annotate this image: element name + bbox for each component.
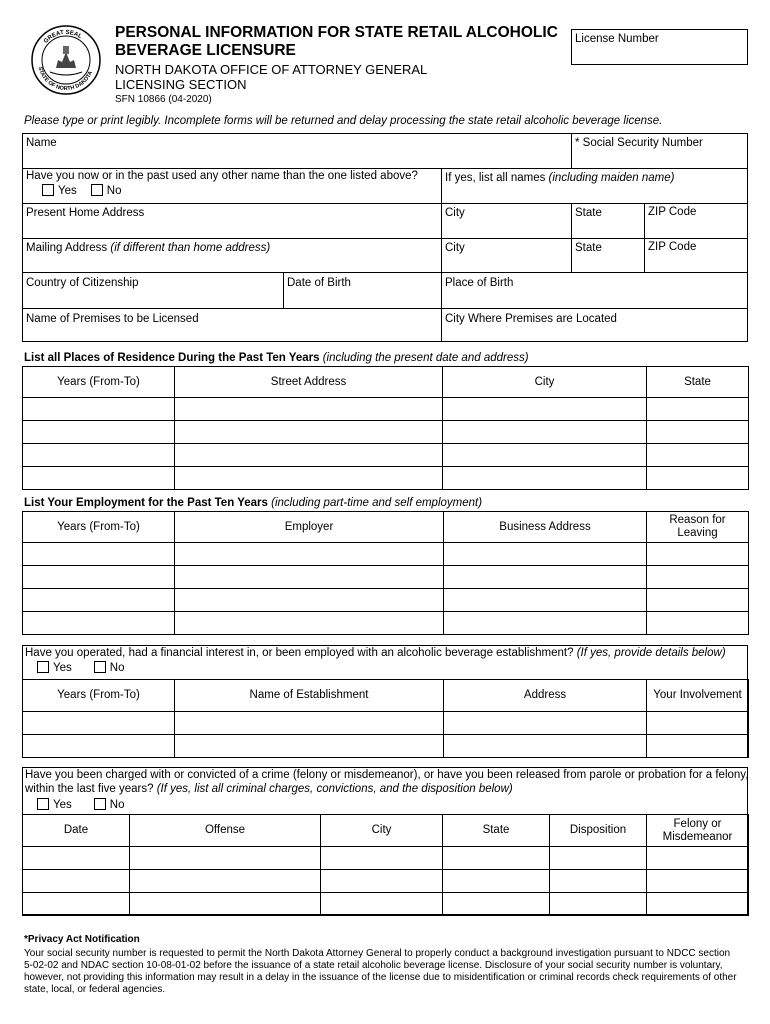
column-header: Reason for Leaving [647, 512, 749, 543]
table-row[interactable] [23, 612, 749, 635]
other-name-question: Have you now or in the past used any other name than the one listed above? [26, 170, 418, 182]
no-label: No [109, 799, 125, 811]
divider [571, 203, 572, 272]
svg-text:GREAT SEAL: GREAT SEAL [43, 29, 83, 45]
divider [22, 203, 748, 204]
table-row[interactable] [23, 444, 749, 467]
home-zip-label: ZIP Code [648, 206, 697, 218]
table-row[interactable] [23, 467, 749, 490]
dob-label: Date of Birth [287, 277, 351, 289]
state-seal [30, 24, 102, 96]
table-row[interactable] [23, 893, 749, 916]
column-header: Employer [175, 512, 444, 543]
privacy-text-line3: however, not providing this information may result in a delay in the issuance of the license due to misidentification or criminal records check requirements of other [24, 972, 737, 983]
column-header: Offense [130, 815, 321, 847]
divider [441, 168, 442, 342]
column-header: Name of Establishment [175, 680, 444, 712]
residence-table [22, 366, 749, 490]
no-label: No [106, 185, 122, 197]
list-names-label [445, 172, 674, 185]
column-header: Years (From-To) [23, 680, 175, 712]
agency-section: LICENSING SECTION [115, 77, 247, 92]
column-header: Address [444, 680, 647, 712]
home-city-label: City [445, 207, 465, 219]
mailing-address-field[interactable] [24, 255, 439, 271]
license-number-label: License Number [575, 33, 659, 45]
table-row[interactable] [23, 421, 749, 444]
form-title-line2: BEVERAGE LICENSURE [115, 42, 296, 59]
table-row[interactable] [23, 847, 749, 870]
ssn-label: * Social Security Number [575, 137, 703, 149]
form-number: SFN 10866 (04-2020) [115, 94, 212, 105]
yes-label: Yes [53, 799, 72, 811]
column-header: City [443, 367, 647, 398]
form-title-line1: PERSONAL INFORMATION FOR STATE RETAIL ALCOHOLIC [115, 24, 558, 41]
establishment-yes-checkbox[interactable] [37, 661, 49, 673]
residence-heading-note: (including the present date and address) [322, 352, 529, 364]
column-header: Your Involvement [647, 680, 749, 712]
privacy-heading: *Privacy Act Notification [24, 934, 140, 945]
establishment-question: Have you operated, had a financial interest in, or been employed with an alcoholic beverage establishment? (If yes, provide details below) [25, 647, 726, 659]
citizenship-label: Country of Citizenship [26, 277, 139, 289]
ssn-field[interactable] [573, 150, 746, 167]
table-row[interactable] [23, 398, 749, 421]
privacy-text-line2: 5-02-02 and NDAC section 10-08-01-02 before the issuance of a state retail alcoholic beverage license. Disclosure of your social security number is voluntary, [24, 960, 723, 971]
svg-text:STATE OF NORTH DAKOTA: STATE OF NORTH DAKOTA [36, 66, 95, 93]
home-address-field[interactable] [24, 220, 439, 237]
other-name-yes-checkbox[interactable] [42, 184, 54, 196]
other-name-no-checkbox[interactable] [91, 184, 103, 196]
yes-label: Yes [53, 662, 72, 674]
privacy-text-line1: Your social security number is requested to permit the North Dakota Attorney General to properly conduct a background investigation pursuant to NDCC section [24, 948, 731, 959]
mailing-address-note: (if different than home address) [110, 242, 271, 254]
divider [571, 133, 572, 168]
table-row[interactable] [23, 566, 749, 589]
privacy-text-line4: state, local, or federal agencies. [24, 984, 166, 995]
table-row[interactable] [23, 589, 749, 612]
criminal-question-line2: within the last five years? (If yes, list all criminal charges, convictions, and the disposition below) [25, 783, 513, 795]
mailing-address-text: Mailing Address [26, 242, 108, 254]
column-header: Date [23, 815, 130, 847]
mailing-state-label: State [575, 242, 602, 254]
table-header-row [23, 815, 749, 847]
table-header-row [23, 512, 749, 543]
no-label: No [109, 662, 125, 674]
criminal-question-line1: Have you been charged with or convicted of a crime (felony or misdemeanor), or have you been released from parole or probation for a felony, [25, 769, 749, 781]
criminal-options [37, 798, 124, 811]
establishment-note: (If yes, provide details below) [576, 647, 726, 659]
criminal-note: (If yes, list all criminal charges, convictions, and the disposition below) [156, 783, 513, 795]
premises-label: Name of Premises to be Licensed [26, 313, 199, 325]
table-header-row [23, 367, 749, 398]
employment-heading: List Your Employment for the Past Ten Years (including part-time and self employment) [24, 497, 483, 509]
criminal-yes-checkbox[interactable] [37, 798, 49, 810]
table-row[interactable] [23, 735, 749, 758]
birthplace-label: Place of Birth [445, 277, 514, 289]
column-header: Years (From-To) [23, 367, 175, 398]
list-names-text: If yes, list all names [445, 172, 546, 184]
divider [22, 308, 748, 309]
divider [22, 168, 748, 169]
instructions: Please type or print legibly. Incomplete forms will be returned and delay processing the state retail alcoholic beverage license. [24, 115, 663, 127]
employment-heading-note: (including part-time and self employment) [271, 497, 483, 509]
other-name-options [42, 184, 121, 197]
column-header: Street Address [175, 367, 443, 398]
divider [644, 203, 645, 272]
license-number-box[interactable] [571, 29, 748, 65]
column-header: State [647, 367, 749, 398]
table-row[interactable] [23, 870, 749, 893]
divider [283, 272, 284, 308]
column-header: Business Address [444, 512, 647, 543]
employment-table [22, 511, 749, 635]
other-names-field[interactable] [443, 186, 746, 202]
table-row[interactable] [23, 543, 749, 566]
column-header: Years (From-To) [23, 512, 175, 543]
home-address-label: Present Home Address [26, 207, 145, 219]
column-header: State [443, 815, 550, 847]
mailing-zip-label: ZIP Code [648, 241, 697, 253]
list-names-note: (including maiden name) [548, 172, 675, 184]
establishment-no-checkbox[interactable] [94, 661, 106, 673]
table-header-row [23, 680, 749, 712]
criminal-table [22, 814, 749, 916]
premises-city-label: City Where Premises are Located [445, 313, 617, 325]
mailing-city-label: City [445, 242, 465, 254]
establishment-options [37, 661, 124, 674]
column-header: City [321, 815, 443, 847]
table-row[interactable] [23, 712, 749, 735]
column-header: Felony or Misdemeanor [647, 815, 749, 847]
home-state-label: State [575, 207, 602, 219]
mailing-address-label [26, 242, 270, 255]
residence-heading: List all Places of Residence During the Past Ten Years (including the present date and address) [24, 352, 529, 364]
agency-name: NORTH DAKOTA OFFICE OF ATTORNEY GENERAL [115, 62, 428, 77]
criminal-no-checkbox[interactable] [94, 798, 106, 810]
column-header: Disposition [550, 815, 647, 847]
yes-label: Yes [58, 185, 77, 197]
name-label: Name [26, 137, 57, 149]
establishment-table [22, 679, 749, 758]
divider [22, 272, 748, 273]
divider [22, 238, 748, 239]
name-field[interactable] [24, 150, 569, 167]
